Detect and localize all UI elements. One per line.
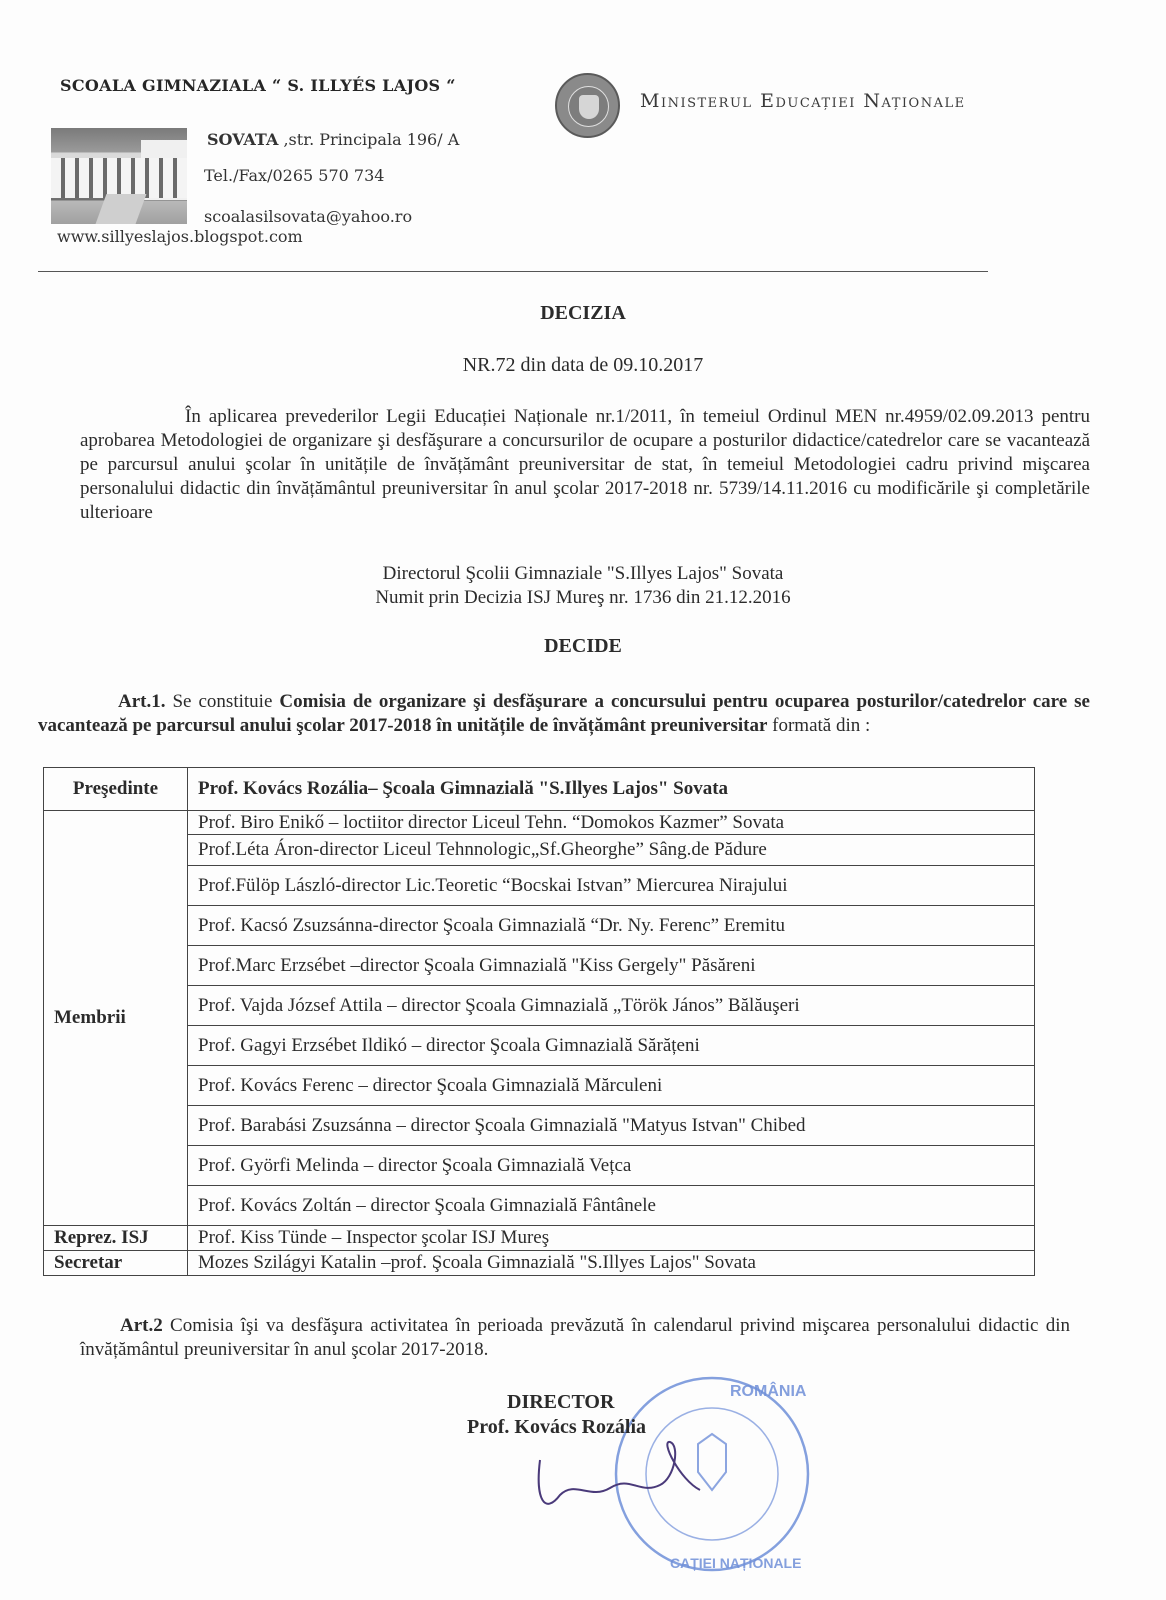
committee-table	[43, 767, 1035, 1276]
table-row-member	[44, 1066, 1035, 1106]
art2-text: Comisia îşi va desfăşura activitatea în perioada prevăzută în calendarul privind mişcarea personalului didactic din învățământul preuniversitar în anul şcolar 2017-2018.	[80, 1315, 1070, 1360]
member-2: Prof.Léta Áron-director Liceul Tehnnologic„Sf.Gheorghe” Sâng.de Pădure	[188, 835, 1035, 866]
address-city: SOVATA	[207, 130, 279, 149]
role-members: Membrii	[44, 811, 188, 1226]
building-path	[96, 194, 147, 224]
signature-title: DIRECTOR	[507, 1391, 615, 1413]
role-isj: Reprez. ISJ	[44, 1226, 188, 1251]
school-address	[207, 130, 459, 149]
document-title: DECIZIA	[540, 302, 626, 324]
member-4: Prof. Kacsó Zsuzsánna-director Şcoala Gimnazială “Dr. Ny. Ferenc” Eremitu	[188, 906, 1035, 946]
decision-number: NR.72 din data de 09.10.2017	[462, 354, 704, 376]
table-row-member	[44, 986, 1035, 1026]
president-name: Prof. Kovács Rozália– Şcoala Gimnazială "S.Illyes Lajos" Sovata	[188, 768, 1035, 811]
member-11: Prof. Kovács Zoltán – director Şcoala Gimnazială Fântânele	[188, 1186, 1035, 1226]
table-row-member	[44, 1026, 1035, 1066]
art1-label: Art.1.	[118, 691, 166, 712]
article-2	[80, 1314, 1070, 1362]
building-windows	[51, 158, 187, 198]
school-name: SCOALA GIMNAZIALA “ S. ILLYÉS LAJOS “	[60, 76, 456, 95]
authority-line-1: Directorul Şcolii Gimnaziale "S.Illyes Lajos" Sovata	[382, 563, 784, 584]
school-website: www.sillyeslajos.blogspot.com	[57, 227, 303, 246]
role-president: Preşedinte	[44, 768, 188, 811]
director-signature	[530, 1440, 730, 1520]
member-7: Prof. Gagyi Erzsébet Ildikó – director Şcoala Gimnazială Sărățeni	[188, 1026, 1035, 1066]
ministry-name: Ministerul Educației Naționale	[640, 90, 966, 112]
table-row-member	[44, 906, 1035, 946]
table-row-member	[44, 835, 1035, 866]
signature-name: Prof. Kovács Rozália	[467, 1416, 647, 1438]
article-1	[38, 690, 1090, 738]
address-street: ,str. Principala 196/ A	[278, 130, 460, 149]
secretary-name: Mozes Szilágyi Katalin –prof. Şcoala Gimnazială "S.Illyes Lajos" Sovata	[188, 1251, 1035, 1276]
header-divider	[38, 271, 988, 272]
table-row-member	[44, 1186, 1035, 1226]
art1-commission-name: Comisia de organizare şi desfăşurare a concursului pentru ocuparea posturilor/catedrelor care se vacantează pe parcursul anului şcolar 2017-2018 în unitățile de învățământ preuniversitar	[38, 691, 1090, 736]
table-row-president	[44, 768, 1035, 811]
government-emblem-icon	[555, 73, 620, 138]
member-10: Prof. Györfi Melinda – director Şcoala Gimnazială Vețca	[188, 1146, 1035, 1186]
table-row-member	[44, 811, 1035, 835]
art2-label: Art.2	[120, 1315, 163, 1336]
table-row-isj	[44, 1226, 1035, 1251]
authority-line-2: Numit prin Decizia ISJ Mureş nr. 1736 din 21.12.2016	[375, 587, 791, 608]
member-3: Prof.Fülöp László-director Lic.Teoretic “Bocskai Istvan” Miercurea Nirajului	[188, 866, 1035, 906]
member-6: Prof. Vajda József Attila – director Şcoala Gimnazială „Török János” Bălăuşeri	[188, 986, 1035, 1026]
school-phone: Tel./Fax/0265 570 734	[204, 166, 385, 185]
svg-text:ROMÂNIA: ROMÂNIA	[730, 1383, 807, 1400]
member-8: Prof. Kovács Ferenc – director Şcoala Gimnazială Mărculeni	[188, 1066, 1035, 1106]
table-row-member	[44, 866, 1035, 906]
preamble-text: În aplicarea prevederilor Legii Educației Naționale nr.1/2011, în temeiul Ordinul MEN nr.4959/02.09.2013 pentru aprobarea Metodologiei de organizare şi desfăşurare a concursurilor de ocupare a posturilor didactice/catedrelor care se vacantează pe parcursul anului şcolar în unitățile de învățământ preuniversitar de stat, în temeiul Metodologiei cadru privind mişcarea personalului didactic din învățământul preuniversitar în anul şcolar 2017-2018 nr. 5739/14.11.2016 cu modificările şi completările ulterioare	[80, 406, 1090, 523]
school-email: scoalasilsovata@yahoo.ro	[204, 207, 413, 226]
role-secretary: Secretar	[44, 1251, 188, 1276]
table-row-member	[44, 1146, 1035, 1186]
school-building-photo	[51, 128, 187, 224]
art1-text-end: formată din :	[767, 715, 871, 736]
decide-heading: DECIDE	[544, 635, 622, 657]
table-row-secretary	[44, 1251, 1035, 1276]
isj-representative: Prof. Kiss Tünde – Inspector şcolar ISJ Mureş	[188, 1226, 1035, 1251]
coat-of-arms-icon	[579, 95, 599, 119]
table-row-member	[44, 946, 1035, 986]
member-1: Prof. Biro Enikő – loctiitor director Liceul Tehn. “Domokos Kazmer” Sovata	[188, 811, 1035, 835]
member-5: Prof.Marc Erzsébet –director Şcoala Gimnazială "Kiss Gergely" Păsăreni	[188, 946, 1035, 986]
table-row-member	[44, 1106, 1035, 1146]
preamble-paragraph	[80, 405, 1090, 525]
art1-text: Se constituie	[165, 691, 280, 712]
member-9: Prof. Barabási Zsuzsánna – director Şcoala Gimnazială "Matyus Istvan" Chibed	[188, 1106, 1035, 1146]
svg-text:CAȚIEI NAȚIONALE: CAȚIEI NAȚIONALE	[670, 1555, 802, 1571]
